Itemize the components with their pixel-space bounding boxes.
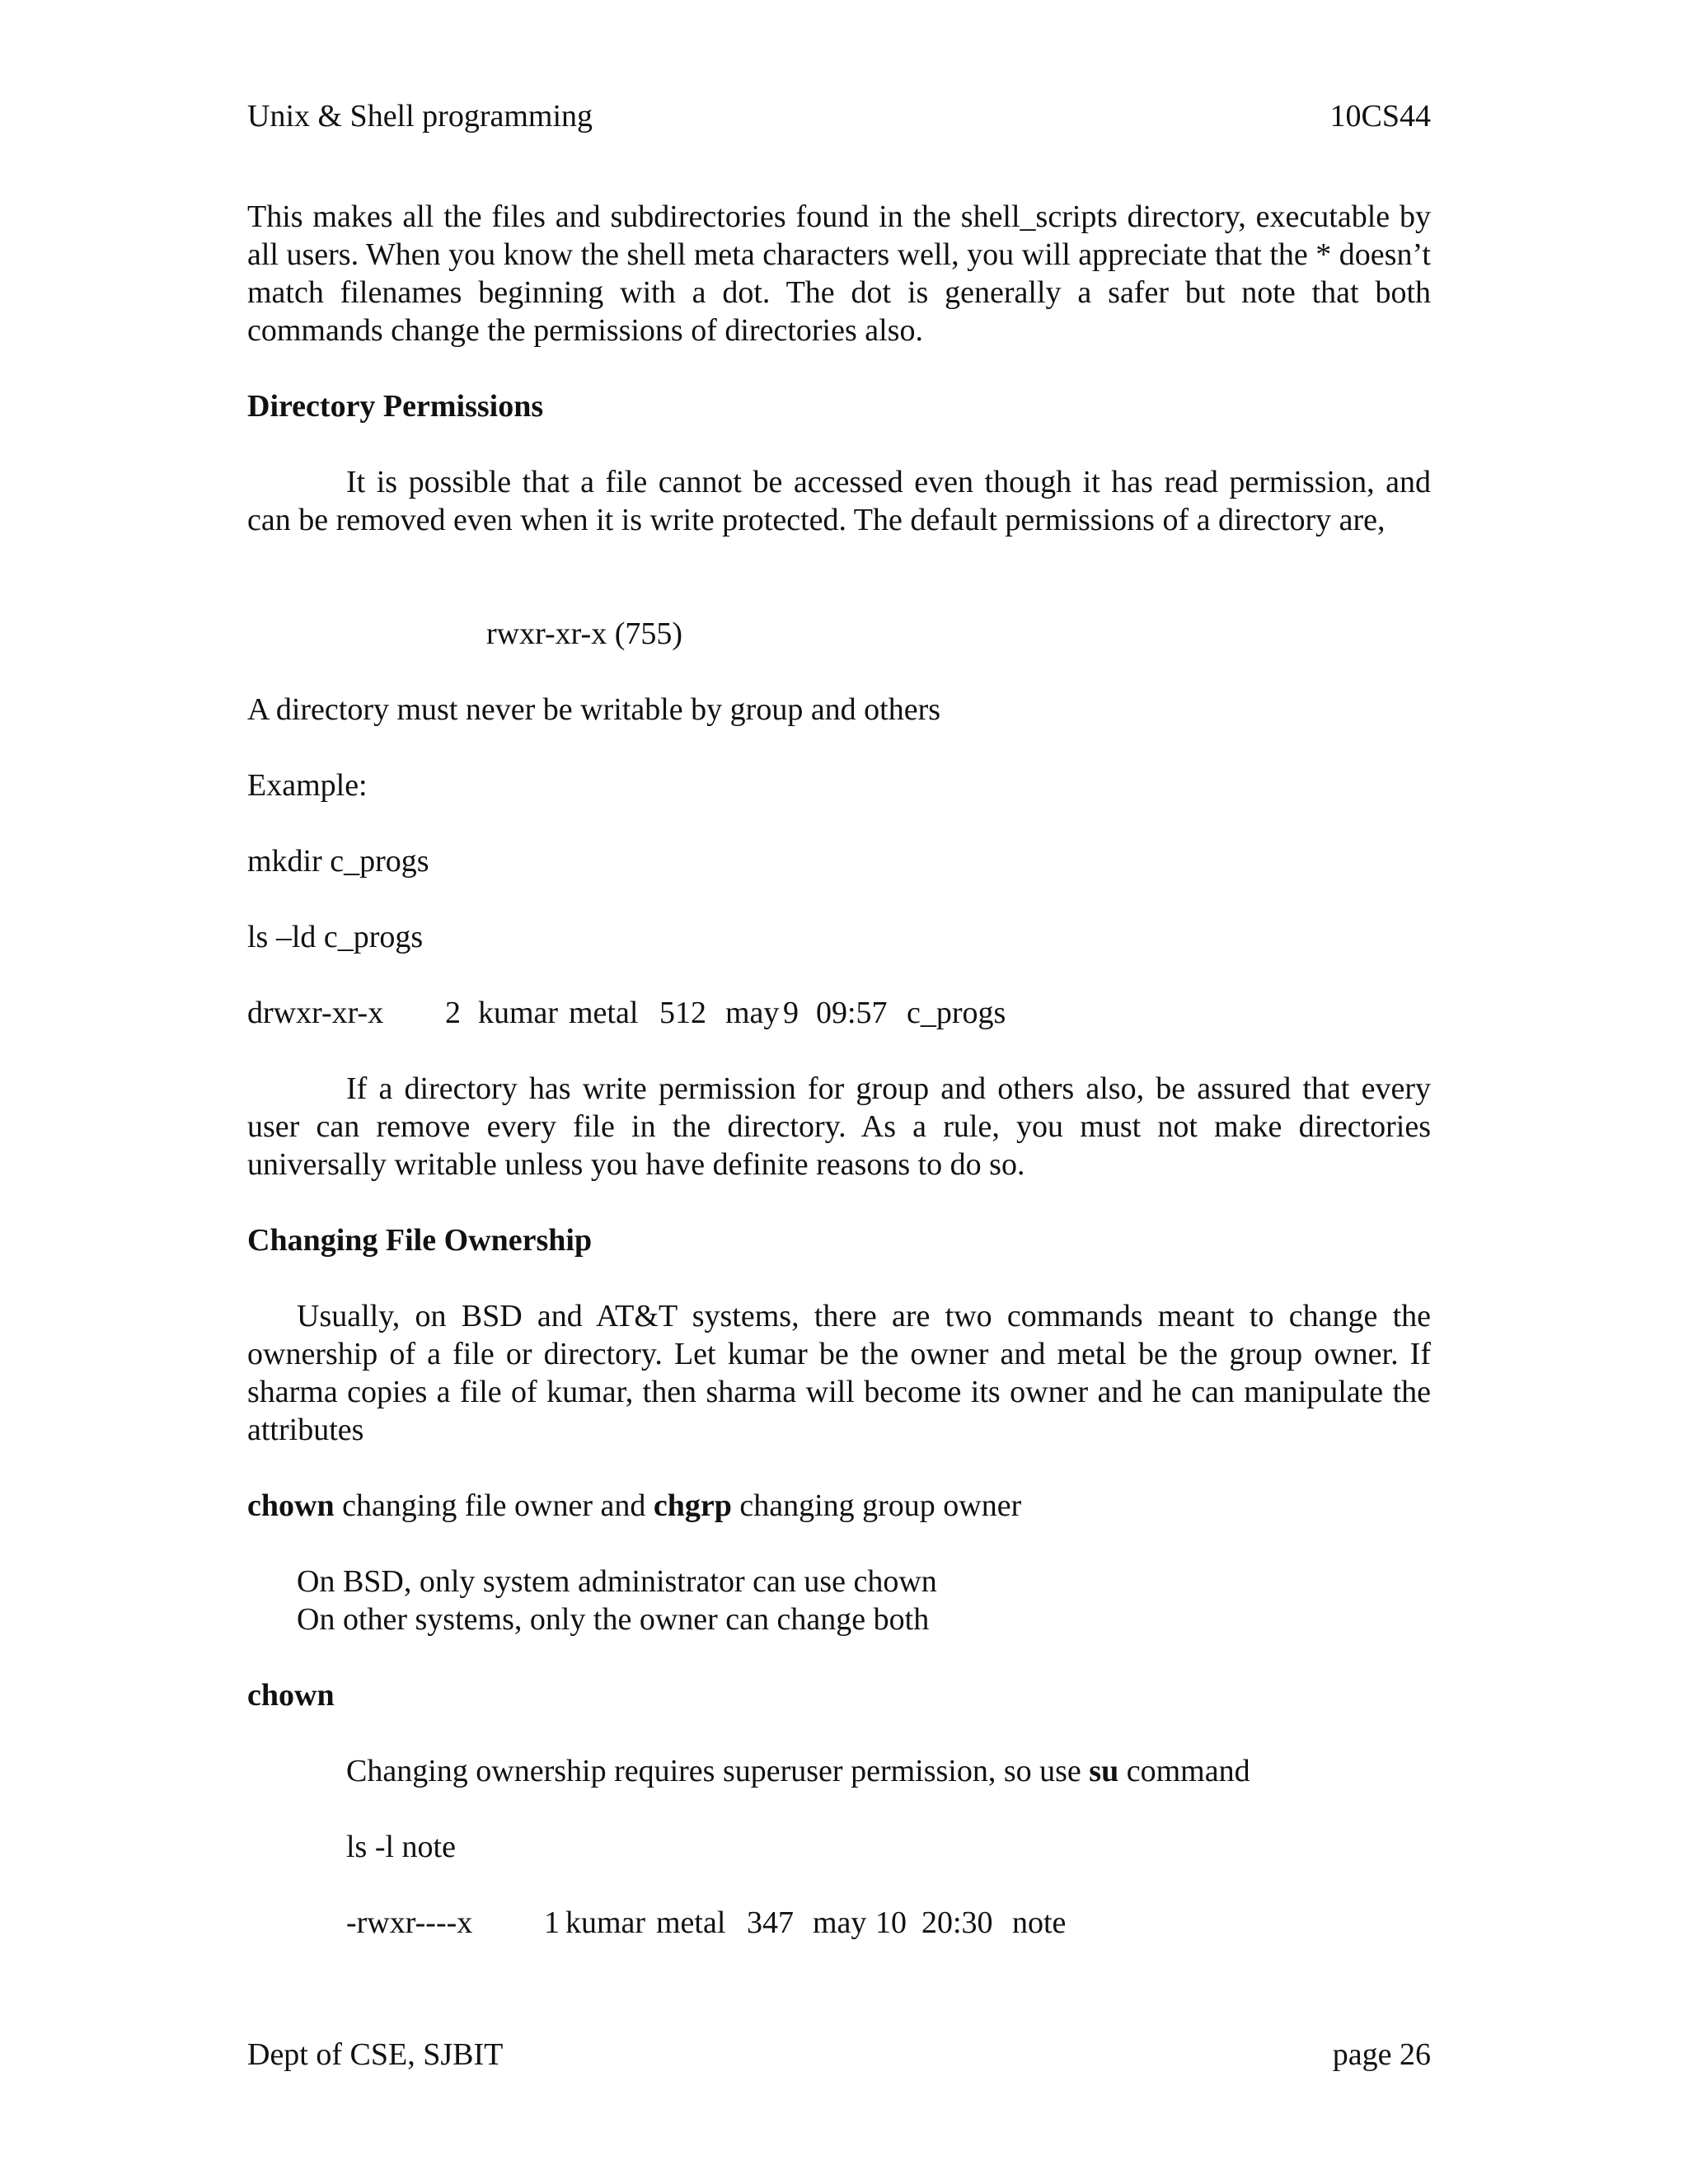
example-label: Example:	[247, 768, 368, 803]
default-permissions-value: rwxr-xr-x (755)	[486, 616, 683, 651]
note-listing-links: 1	[544, 1905, 560, 1940]
intro-paragraph: This makes all the files and subdirectories found in the shell_scripts directory, executable by all users. When you know the shell meta characters well, you will appreciate that the * doesn’t match filenames beginning with a dot. The dot is generally a safer but note that both commands change the permissions of directories also.	[247, 199, 1431, 348]
section-heading-chown: chown	[247, 1678, 335, 1713]
superuser-text-start: Changing ownership requires superuser permission, so use	[346, 1754, 1090, 1788]
footer-department: Dept of CSE, SJBIT	[247, 2037, 504, 2072]
note-listing-permissions: -rwxr----x	[346, 1905, 473, 1940]
note-listing-month: may	[813, 1905, 867, 1940]
section-heading-changing-file-ownership: Changing File Ownership	[247, 1223, 593, 1258]
command-ls-l-note: ls -l note	[346, 1830, 456, 1864]
page-header	[247, 97, 1431, 135]
listing-owner: kumar	[478, 996, 559, 1030]
note-listing-day: 10	[875, 1905, 907, 1940]
chgrp-description: changing group owner	[731, 1488, 1022, 1523]
listing-name: c_progs	[907, 996, 1006, 1030]
listing-day: 9	[783, 996, 799, 1030]
note-listing-line	[346, 1904, 1431, 1942]
cmd-su: su	[1089, 1754, 1119, 1788]
other-systems-note: On other systems, only the owner can change both	[297, 1602, 930, 1637]
command-mkdir: mkdir c_progs	[247, 844, 429, 879]
header-title: Unix & Shell programming	[247, 99, 593, 134]
note-listing-group: metal	[656, 1905, 726, 1940]
listing-permissions: drwxr-xr-x	[247, 996, 384, 1030]
writable-directory-paragraph: If a directory has write permission for group and others also, be assured that every user can remove every file in the directory. As a rule, you must not make directories universally writable unless you have definite reasons to do so.	[247, 1071, 1431, 1182]
chown-description: changing file owner and	[334, 1488, 654, 1523]
footer-page-number: page 26	[1332, 2037, 1431, 2072]
cmd-chown: chown	[247, 1488, 335, 1523]
superuser-line	[346, 1752, 1431, 1790]
listing-month: may	[725, 996, 780, 1030]
note-listing-size: 347	[747, 1905, 794, 1940]
directory-listing-line	[247, 994, 1431, 1032]
directory-rule: A directory must never be writable by group and others	[247, 692, 941, 727]
listing-size: 512	[659, 996, 706, 1030]
chown-chgrp-line	[247, 1487, 1431, 1525]
note-listing-owner: kumar	[565, 1905, 646, 1940]
listing-time: 09:57	[816, 996, 888, 1030]
header-course-code: 10CS44	[1329, 99, 1431, 134]
note-listing-name: note	[1012, 1905, 1067, 1940]
ownership-paragraph: Usually, on BSD and AT&T systems, there are two commands meant to change the ownership of a file or directory. Let kumar be the owner and metal be the group owner. If sharma copies a file of kumar, then sharma will become its owner and he can manipulate the attributes	[247, 1299, 1431, 1447]
bsd-note: On BSD, only system administrator can use chown	[297, 1564, 937, 1599]
listing-group: metal	[569, 996, 639, 1030]
document-page	[247, 0, 1431, 2184]
directory-permissions-paragraph: It is possible that a file cannot be accessed even though it has read permission, and can be removed even when it is write protected. The default permissions of a directory are,	[247, 465, 1431, 537]
command-ls-ld: ls –ld c_progs	[247, 920, 424, 954]
cmd-chgrp: chgrp	[653, 1488, 732, 1523]
section-heading-directory-permissions: Directory Permissions	[247, 389, 544, 424]
listing-links: 2	[445, 996, 461, 1030]
note-listing-time: 20:30	[921, 1905, 993, 1940]
page-footer	[247, 2036, 1431, 2074]
superuser-text-end: command	[1118, 1754, 1250, 1788]
